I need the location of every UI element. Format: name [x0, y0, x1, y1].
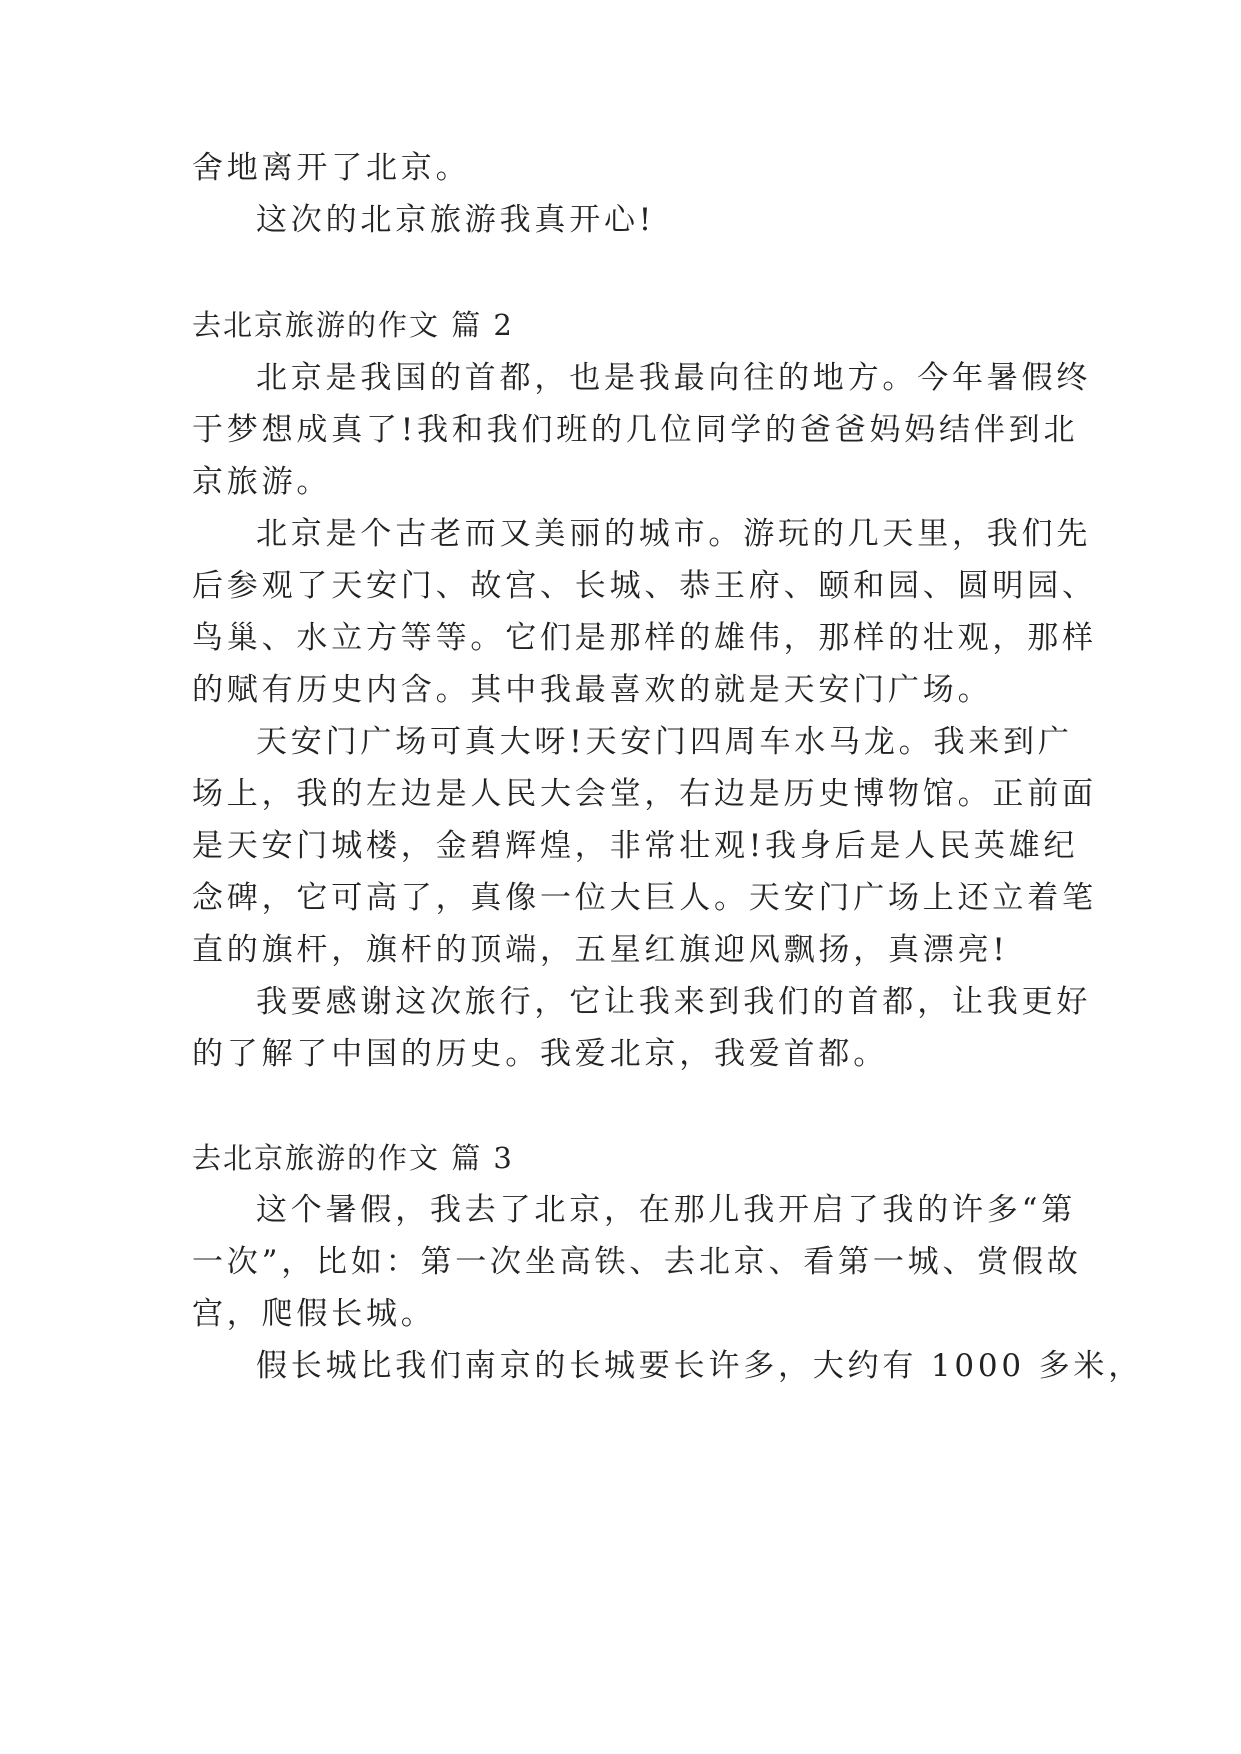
text-line: 鸟巢、水立方等等。它们是那样的雄伟，那样的壮观，那样 [192, 620, 1097, 656]
text-line: 一次”，比如：第一次坐高铁、去北京、看第一城、赏假故 [192, 1244, 1082, 1280]
text-line: 后参观了天安门、故宫、长城、恭王府、颐和园、圆明园、 [192, 568, 1097, 604]
text-line: 宫，爬假长城。 [192, 1296, 436, 1332]
text-line: 京旅游。 [192, 464, 332, 500]
text-line: 场上，我的左边是人民大会堂，右边是历史博物馆。正前面 [192, 776, 1097, 812]
text-line: 念碑，它可高了，真像一位大巨人。天安门广场上还立着笔 [192, 880, 1097, 916]
text-line: 是天安门城楼，金碧辉煌，非常壮观!我身后是人民英雄纪 [192, 828, 1079, 864]
text-line: 北京是我国的首都，也是我最向往的地方。今年暑假终 [256, 360, 1092, 396]
text-line: 天安门广场可真大呀!天安门四周车水马龙。我来到广 [256, 724, 1073, 760]
text-line: 直的旗杆，旗杆的顶端，五星红旗迎风飘扬，真漂亮! [192, 932, 1009, 968]
text-line: 舍地离开了北京。 [192, 150, 471, 186]
text-line: 我要感谢这次旅行，它让我来到我们的首都，让我更好 [256, 984, 1092, 1020]
text-line: 的了解了中国的历史。我爱北京，我爱首都。 [192, 1036, 888, 1072]
text-line: 这次的北京旅游我真开心! [256, 202, 656, 238]
section-heading: 去北京旅游的作文 篇 2 [192, 308, 514, 342]
section-heading: 去北京旅游的作文 篇 3 [192, 1141, 514, 1175]
text-line: 北京是个古老而又美丽的城市。游玩的几天里，我们先 [256, 516, 1092, 552]
text-line: 假长城比我们南京的长城要长许多，大约有 1000 多米， [256, 1348, 1143, 1384]
text-line: 这个暑假，我去了北京，在那儿我开启了我的许多“第 [256, 1192, 1077, 1228]
text-line: 于梦想成真了!我和我们班的几位同学的爸爸妈妈结伴到北 [192, 412, 1079, 448]
text-line: 的赋有历史内含。其中我最喜欢的就是天安门广场。 [192, 672, 993, 708]
